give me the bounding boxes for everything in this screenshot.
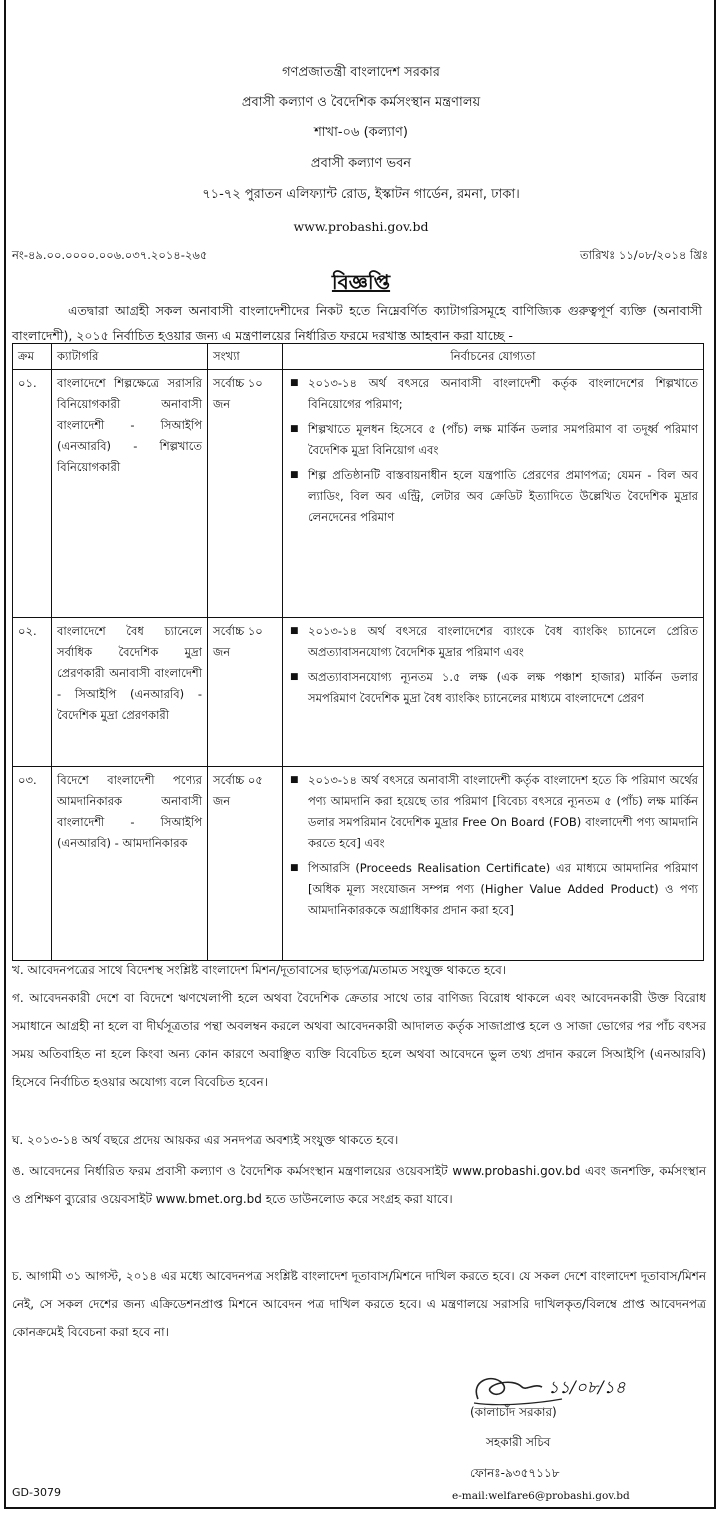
note-ga: গ. আবেদনকারী দেশে বা বিদেশে ঋণখেলাপী হলে অথবা বৈদেশিক ক্রেতার সাথে তার বাণিজ্য বিরোধ থাকলে এবং আবেদনকারী উক্ত বিরোধ সমাধানে আগ্রহী না হলে বা দীর্ঘসূত্রতার পন্থা অবলম্বন করলে অথবা আবেদনকারী আদালত কর্তৃক সাজাপ্রাপ্ত হলে ও সাজা ভোগের পর পাঁচ বৎসর সময় অতিবাহিত না হলে কিংবা অন্য কোন কারণে অবাঞ্ছিত ব্যক্তি বিবেচিত হলে অথবা আবেদনে ভুল তথ্য প্রদান করলে সিআইপি (এনআরবি) হিসেবে নির্বাচিত হওয়ার অযোগ্য বলে বিবেচিত হবেন।: [12, 991, 706, 1089]
building-name: প্রবাসী কল্যাণ ভবন: [310, 156, 412, 171]
criteria-item: ■ ২০১৩-১৪ অর্থ বৎসরে অনাবাসী বাংলাদেশী কর্তৃক বাংলাদেশ হতে কি পরিমাণ অর্থের পণ্য আমদানি করা হয়েছে তার পরিমাণ [বিবেচ্য বৎসরে ন্যূনতম ৫ (পাঁচ) লক্ষ মার্কিন ডলার সমপরিমান বৈদেশিক মুদ্রার Free On Board (FOB) বাংলাদেশী পণ্য আমদানি করতে হবে] এবং: [308, 770, 698, 854]
note-cha: চ. আগামী ৩১ আগস্ট, ২০১৪ এর মধ্যে আবেদনপত্র সংশ্লিষ্ট বাংলাদেশ দূতাবাস/মিশনে দাখিল করতে হবে। যে সকল দেশে বাংলাদেশ দূতাবাস/মিশন নেই, সে সকল দেশের জন্য এক্রিডেশনপ্রাপ্ত মিশনে আবেদন পত্র দাখিল করতে হবে। এ মন্ত্রণালয়ে সরাসরি দাখিলকৃত/বিলম্বে প্রাপ্ত আবেদনপত্র কোনক্রমেই বিবেচনা করা হবে না।: [12, 1269, 706, 1339]
note-gha: ঘ. ২০১৩-১৪ অর্থ বছরে প্রদেয় আয়কর এর সনদপত্র অবশ্যই সংযুক্ত থাকতে হবে।: [12, 1133, 399, 1147]
branch-name: শাখা-০৬ (কল্যাণ): [314, 125, 408, 140]
header-criteria: নির্বাচনের যোগ্যতা: [283, 344, 704, 370]
signature: [430, 1369, 690, 1409]
signatory-designation: সহকারী সচিব: [486, 1435, 551, 1449]
signatory-name: (কালাচাঁদ সরকার): [470, 1405, 557, 1419]
criteria-item: ■ অপ্রত্যাবাসনযোগ্য ন্যূনতম ১.৫ লক্ষ (এক লক্ষ পঞ্চাশ হাজার) মার্কিন ডলার সমপরিমাণ বৈদেশিক মুদ্রা বৈধ ব্যাংকিং চ্যানেলের মাধ্যমে বাংলাদেশে প্রেরণ: [308, 667, 698, 709]
criteria-item: ■ শিল্পখাতে মূলধন হিসেবে ৫ (পাঁচ) লক্ষ মার্কিন ডলার সমপরিমাণ বা তদূর্ধ্ব পরিমাণ বৈদেশিক মুদ্রা বিনিয়োগ এবং: [308, 419, 698, 461]
row-count: সর্বোচ্চ ১০ জন: [208, 618, 283, 767]
row-criteria: [283, 618, 704, 767]
issue-date: তারিখঃ ১১/০৮/২০১৪ খ্রিঃ: [579, 248, 708, 262]
table-row: [13, 618, 704, 767]
table-row: [13, 767, 704, 961]
signature-date: ১১/০৮/১৪: [548, 1378, 626, 1398]
signatory-email: e-mail:welfare6@probashi.gov.bd: [452, 1490, 630, 1502]
criteria-item: ■ পিআরসি (Proceeds Realisation Certificate) এর মাধ্যমে আমদানির পরিমাণ [অধিক মূল্য সংযোজন সম্পন্ন পণ্য (Higher Value Added Product) ও পণ্য আমদানিকারককে অগ্রাধিকার প্রদান করা হবে]: [308, 858, 698, 921]
note-kha: খ. আবেদনপত্রের সাথে বিদেশস্থ সংশ্লিষ্ট বাংলাদেশ মিশন/দূতাবাসের ছাড়পত্র/মতামত সংযুক্ত থাকতে হবে।: [12, 963, 507, 977]
row-criteria: [283, 370, 704, 618]
ministry-name: প্রবাসী কল্যাণ ও বৈদেশিক কর্মসংস্থান মন্ত্রণালয়: [241, 95, 481, 110]
document-code: GD-3079: [12, 1486, 61, 1499]
notice-title: বিজ্ঞপ্তি: [331, 270, 391, 294]
table-row: [13, 370, 704, 618]
criteria-item: ■ শিল্প প্রতিষ্ঠানটি বাস্তবায়নাধীন হলে যন্ত্রপাতি প্রেরণের প্রমাণপত্র; যেমন - বিল অব ল্যাডিং, বিল অব এন্ট্রি, লেটার অব ক্রেডিট ইত্যাদিতে উল্লেখিত বৈদেশিক মুদ্রার লেনদেনের পরিমাণ: [308, 465, 698, 528]
criteria-item: ■ ২০১৩-১৪ অর্থ বৎসরে বাংলাদেশের ব্যাংকে বৈধ ব্যাংকিং চ্যানেলে প্রেরিত অপ্রত্যাবাসনযোগ্য বৈদেশিক মুদ্রার পরিমাণ এবং: [308, 621, 698, 663]
note-umo: ঙ. আবেদনের নির্ধারিত ফরম প্রবাসী কল্যাণ ও বৈদেশিক কর্মসংস্থান মন্ত্রণালয়ের ওয়েবসাইট www.probashi.gov.bd এবং জনশক্তি, কর্মসংস্থান ও প্রশিক্ষণ ব্যুরোর ওয়েবসাইট www.bmet.org.bd হতে ডাউনলোড করে সংগ্রহ করা যাবে।: [12, 1164, 706, 1206]
row-category: বিদেশে বাংলাদেশী পণ্যের আমদানিকারক অনাবাসী বাংলাদেশী - সিআইপি (এনআরবি) - আমদানিকারক: [52, 767, 208, 961]
row-serial: ০১.: [13, 370, 52, 618]
row-count: সর্বোচ্চ ০৫ জন: [208, 767, 283, 961]
row-serial: ০২.: [13, 618, 52, 767]
address: ৭১-৭২ পুরাতন এলিফ্যান্ট রোড, ইস্কাটন গার্ডেন, রমনা, ঢাকা।: [202, 187, 520, 202]
table-header-row: [13, 344, 704, 370]
row-category: বাংলাদেশে বৈধ চ্যানেলে সর্বাধিক বৈদেশিক মুদ্রা প্রেরণকারী অনাবাসী বাংলাদেশী - সিআইপি (এনআরবি) - বৈদেশিক মুদ্রা প্রেরণকারী: [52, 618, 208, 767]
signatory-phone: ফোনঃ-৯৩৫৭১১৮: [470, 1466, 560, 1480]
intro-paragraph: এতদ্বারা আগ্রহী সকল অনাবাসী বাংলাদেশীদের নিকট হতে নিম্নেবর্ণিত ক্যাটাগরিসমূহে বাণিজ্যিক গুরুত্বপূর্ণ ব্যক্তি (অনাবাসী বাংলাদেশী), ২০১৫ নির্বাচিত হওয়ার জন্য এ মন্ত্রণালয়ের নির্ধারিত ফরমে দরখাস্ত আহবান করা যাচ্ছে -: [12, 303, 702, 343]
header-category: ক্যাটাগরি: [52, 344, 208, 370]
header-serial: ক্রম: [13, 344, 52, 370]
header-count: সংখ্যা: [208, 344, 283, 370]
row-count: সর্বোচ্চ ১০ জন: [208, 370, 283, 618]
govt-name: গণপ্রজাতন্ত্রী বাংলাদেশ সরকার: [282, 65, 440, 80]
row-category: বাংলাদেশে শিল্পক্ষেত্রে সরাসরি বিনিয়োগকারী অনাবাসী বাংলাদেশী - সিআইপি (এনআরবি) - শিল্পখাতে বিনিয়োগকারী: [52, 370, 208, 618]
row-criteria: [283, 767, 704, 961]
criteria-item: ■ ২০১৩-১৪ অর্থ বৎসরে অনাবাসী বাংলাদেশী কর্তৃক বাংলাদেশের শিল্পখাতে বিনিয়োগের পরিমাণ;: [308, 373, 698, 415]
criteria-table: [12, 343, 704, 961]
website: www.probashi.gov.bd: [293, 219, 429, 234]
row-serial: ০৩.: [13, 767, 52, 961]
memo-number: নং-৪৯.০০.০০০০.০০৬.০৩৭.২০১৪-২৬৫: [12, 248, 208, 262]
